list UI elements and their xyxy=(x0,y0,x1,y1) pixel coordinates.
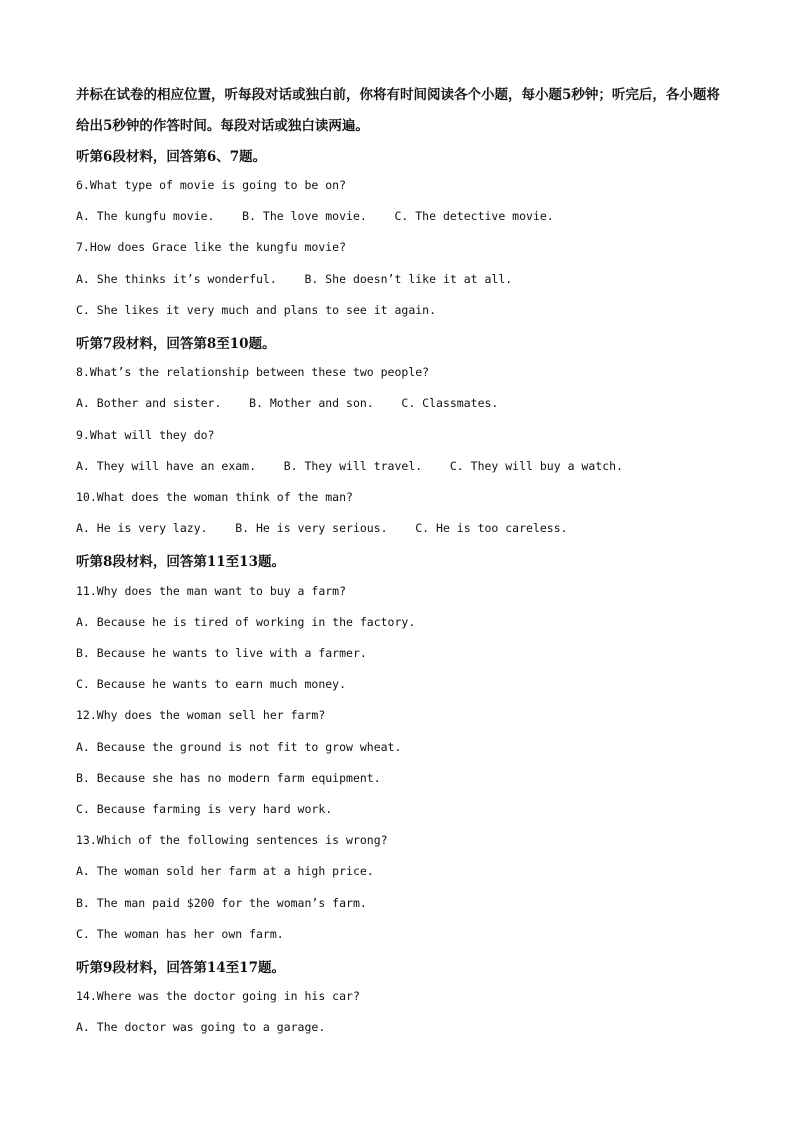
question: 8.What’s the relationship between these two people? xyxy=(76,365,430,379)
question: 11.Why does the man want to buy a farm? xyxy=(76,584,347,598)
answer-option: C. The woman has her own farm. xyxy=(76,927,284,941)
section-heading: 听第8段材料，回答第11至13题。 xyxy=(76,554,285,570)
intro-paragraph: 并标在试卷的相应位置，听每段对话或独白前，你将有时间阅读各个小题，每小题5秒钟；听完后，各小题将给出5秒钟的作答时间。每段对话或独白读两遍。 xyxy=(76,87,720,134)
question: 14.Where was the doctor going in his car? xyxy=(76,989,360,1003)
answer-option: B. Because she has no modern farm equipment. xyxy=(76,771,381,785)
question: 13.Which of the following sentences is wrong? xyxy=(76,833,388,847)
answer-options: A. The kungfu movie. B. The love movie. C. The detective movie. xyxy=(76,209,554,223)
answer-option: A. Because he is tired of working in the factory. xyxy=(76,615,416,629)
answer-options: A. They will have an exam. B. They will travel. C. They will buy a watch. xyxy=(76,459,623,473)
question: 7.How does Grace like the kungfu movie? xyxy=(76,240,347,254)
answer-options: C. She likes it very much and plans to see it again. xyxy=(76,303,437,317)
answer-option: A. The woman sold her farm at a high price. xyxy=(76,864,374,878)
section-heading: 听第6段材料，回答第6、7题。 xyxy=(76,149,267,165)
section-heading: 听第7段材料，回答第8至10题。 xyxy=(76,336,276,352)
question: 6.What type of movie is going to be on? xyxy=(76,178,347,192)
answer-option: A. Because the ground is not fit to grow wheat. xyxy=(76,740,402,754)
answer-option: C. Because farming is very hard work. xyxy=(76,802,333,816)
answer-options: A. He is very lazy. B. He is very serious. C. He is too careless. xyxy=(76,521,568,535)
question: 10.What does the woman think of the man? xyxy=(76,490,353,504)
answer-option: B. Because he wants to live with a farmer. xyxy=(76,646,367,660)
section-heading: 听第9段材料，回答第14至17题。 xyxy=(76,960,285,976)
question: 9.What will they do? xyxy=(76,428,215,442)
answer-option: A. The doctor was going to a garage. xyxy=(76,1020,326,1034)
answer-option: C. Because he wants to earn much money. xyxy=(76,677,347,691)
answer-options: A. Bother and sister. B. Mother and son. C. Classmates. xyxy=(76,396,499,410)
answer-options: A. She thinks it’s wonderful. B. She doesn’t like it at all. xyxy=(76,272,513,286)
question: 12.Why does the woman sell her farm? xyxy=(76,708,326,722)
answer-option: B. The man paid $200 for the woman’s farm. xyxy=(76,896,367,910)
